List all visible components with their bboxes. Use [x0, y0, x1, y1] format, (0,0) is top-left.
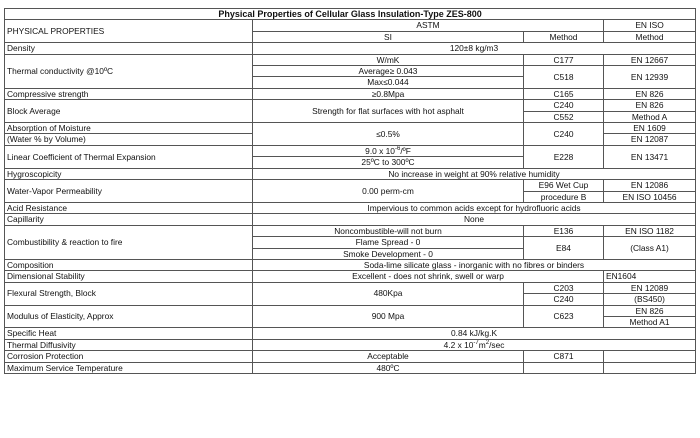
density-label: Density	[5, 43, 253, 54]
header-physical-properties: PHYSICAL PROPERTIES	[5, 20, 253, 43]
properties-table-container	[4, 8, 695, 374]
header-method-en: Method	[604, 31, 696, 42]
max-temp-value: 480ºC	[253, 362, 524, 373]
table-row	[5, 282, 696, 293]
combust-value-1: Noncombustible-will not burn	[253, 225, 524, 236]
thermal-astm-1: C177	[524, 54, 604, 65]
capillarity-value: None	[253, 214, 696, 225]
composition-value: Soda-lime silicate glass - inorganic with no fibres or binders	[253, 259, 696, 270]
modulus-astm: C623	[524, 305, 604, 328]
dimensional-label: Dimensional Stability	[5, 271, 253, 282]
moisture-en-2: EN 12087	[604, 134, 696, 145]
table-row	[5, 202, 696, 213]
vapor-en-1: EN 12086	[604, 180, 696, 191]
dimensional-en: EN1604	[604, 271, 696, 282]
vapor-value: 0.00 perm-cm	[253, 180, 524, 203]
max-temp-en	[604, 362, 696, 373]
composition-label: Composition	[5, 259, 253, 270]
compressive-astm: C165	[524, 88, 604, 99]
block-en-1: EN 826	[604, 100, 696, 111]
table-row	[5, 123, 696, 134]
combust-astm-1: E136	[524, 225, 604, 236]
combust-en-1: EN ISO 1182	[604, 225, 696, 236]
flexural-astm-2: C240	[524, 294, 604, 305]
expansion-en: EN 13471	[604, 145, 696, 168]
header-method-astm: Method	[524, 31, 604, 42]
diffusivity-value-num: 4.2 x 10	[443, 339, 474, 350]
properties-table	[4, 8, 696, 374]
diffusivity-value-unit: /sec	[489, 339, 505, 350]
table-row	[5, 145, 696, 156]
max-temp-astm	[524, 362, 604, 373]
specific-heat-label: Specific Heat	[5, 328, 253, 339]
diffusivity-value	[253, 339, 696, 350]
modulus-label: Modulus of Elasticity, Approx	[5, 305, 253, 328]
corrosion-en	[604, 351, 696, 362]
block-astm-2: C552	[524, 111, 604, 122]
density-value: 120±8 kg/m3	[253, 43, 696, 54]
specific-heat-value: 0.84 kJ/kg.K	[253, 328, 696, 339]
corrosion-value: Acceptable	[253, 351, 524, 362]
capillarity-label: Capillarity	[5, 214, 253, 225]
thermal-en-1: EN 12667	[604, 54, 696, 65]
table-row	[5, 225, 696, 236]
thermal-en-2: EN 12939	[604, 66, 696, 89]
vapor-astm-1: E96 Wet Cup	[524, 180, 604, 191]
flexural-label: Flexural Strength, Block	[5, 282, 253, 305]
table-row	[5, 88, 696, 99]
moisture-label-2: (Water % by Volume)	[5, 134, 253, 145]
block-astm-1: C240	[524, 100, 604, 111]
header-en-iso: EN ISO	[604, 20, 696, 31]
corrosion-astm: C871	[524, 351, 604, 362]
modulus-en-1: EN 826	[604, 305, 696, 316]
table-row	[5, 168, 696, 179]
corrosion-label: Corrosion Protection	[5, 351, 253, 362]
diffusivity-label: Thermal Diffusivity	[5, 339, 253, 350]
table-row	[5, 339, 696, 350]
hygro-label: Hygroscopicity	[5, 168, 253, 179]
moisture-label-1: Absorption of Moisture	[5, 123, 253, 134]
combust-label: Combustibility & reaction to fire	[5, 225, 253, 259]
combust-astm-2: E84	[524, 237, 604, 260]
table-row	[5, 328, 696, 339]
moisture-astm: C240	[524, 123, 604, 146]
thermal-label: Thermal conductivity @10ºC	[5, 54, 253, 88]
table-row	[5, 43, 696, 54]
moisture-en-1: EN 1609	[604, 123, 696, 134]
diffusivity-value-mid: m	[478, 339, 486, 350]
max-temp-label: Maximum Service Temperature	[5, 362, 253, 373]
flexural-en-1: EN 12089	[604, 282, 696, 293]
title-row	[5, 9, 696, 20]
diffusivity-value-exp: -7	[473, 339, 479, 346]
table-row	[5, 180, 696, 191]
acid-value: Impervious to common acids except for hydrofluoric acids	[253, 202, 696, 213]
modulus-value: 900 Mpa	[253, 305, 524, 328]
table-row	[5, 271, 696, 282]
compressive-value: ≥0.8Mpa	[253, 88, 524, 99]
flexural-en-2: (BS450)	[604, 294, 696, 305]
vapor-astm-2: procedure B	[524, 191, 604, 202]
flexural-value: 480Kpa	[253, 282, 524, 305]
thermal-unit: W/mK	[253, 54, 524, 65]
expansion-value-num: 9.0 x 10	[365, 145, 395, 156]
table-row	[5, 100, 696, 111]
vapor-en-2: EN ISO 10456	[604, 191, 696, 202]
compressive-en: EN 826	[604, 88, 696, 99]
dimensional-value: Excellent - does not shrink, swell or warp	[253, 271, 604, 282]
acid-label: Acid Resistance	[5, 202, 253, 213]
table-row	[5, 362, 696, 373]
header-si: SI	[253, 31, 524, 42]
table-row	[5, 214, 696, 225]
combust-value-3: Smoke Development - 0	[253, 248, 524, 259]
table-title: Physical Properties of Cellular Glass Insulation-Type ZES-800	[5, 9, 696, 20]
table-row	[5, 351, 696, 362]
compressive-label: Compressive strength	[5, 88, 253, 99]
table-row	[5, 54, 696, 65]
expansion-range: 25ºC to 300ºC	[253, 157, 524, 168]
thermal-astm-2: C518	[524, 66, 604, 89]
combust-en-2: (Class A1)	[604, 237, 696, 260]
hygro-value: No increase in weight at 90% relative humidity	[253, 168, 696, 179]
combust-value-2: Flame Spread - 0	[253, 237, 524, 248]
expansion-label: Linear Coefficient of Thermal Expansion	[5, 145, 253, 168]
thermal-max: Max≤0.044	[253, 77, 524, 88]
expansion-value	[253, 145, 524, 156]
diffusivity-value-exp2: 2	[485, 339, 490, 346]
expansion-value-unit: /ºF	[400, 145, 411, 156]
expansion-value-exp: -6	[394, 146, 401, 153]
block-en-2: Method A	[604, 111, 696, 122]
flexural-astm-1: C203	[524, 282, 604, 293]
block-value: Strength for flat surfaces with hot asphalt	[253, 100, 524, 123]
expansion-astm: E228	[524, 145, 604, 168]
table-row	[5, 259, 696, 270]
table-row	[5, 305, 696, 316]
header-astm: ASTM	[253, 20, 604, 31]
header-row	[5, 20, 696, 31]
vapor-label: Water-Vapor Permeability	[5, 180, 253, 203]
thermal-average: Average≥ 0.043	[253, 66, 524, 77]
block-label: Block Average	[5, 100, 253, 123]
modulus-en-2: Method A1	[604, 316, 696, 327]
moisture-value: ≤0.5%	[253, 123, 524, 146]
